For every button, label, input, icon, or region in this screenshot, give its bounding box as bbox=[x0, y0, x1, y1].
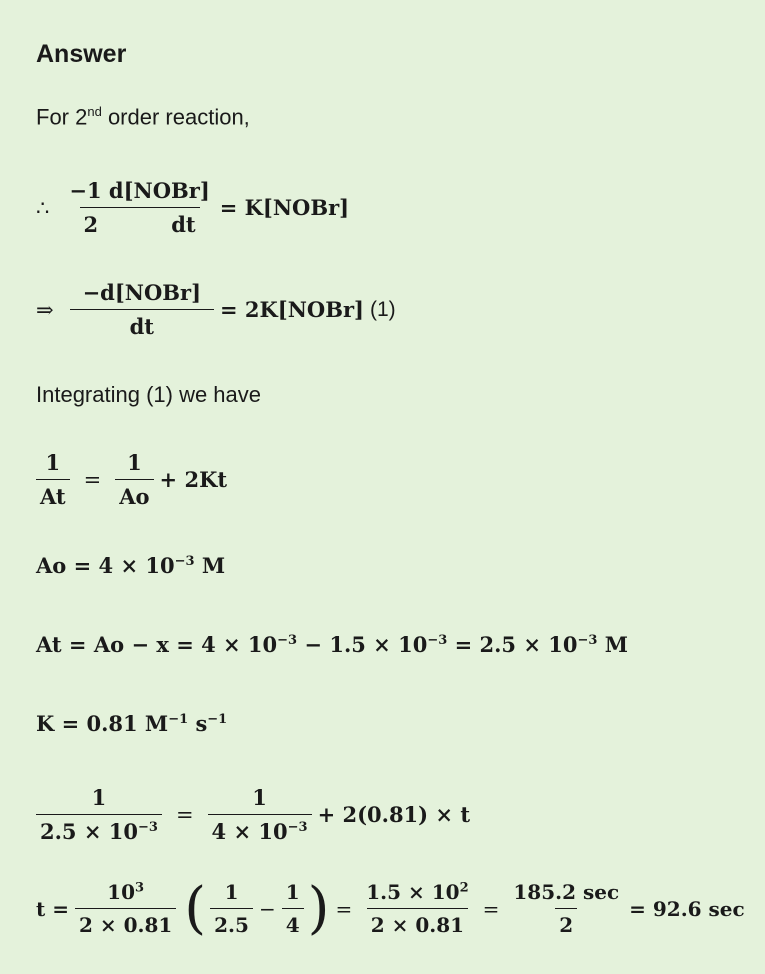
rate-denominator: 2 dt bbox=[80, 207, 200, 237]
f1-numerator bbox=[103, 880, 148, 908]
lhs-numerator: 1 bbox=[45, 450, 61, 475]
f4-fraction bbox=[362, 880, 472, 937]
sub-rhs-fraction bbox=[208, 785, 312, 844]
intro-suffix: order reaction, bbox=[101, 104, 250, 130]
rhs-denominator: Ao bbox=[115, 479, 153, 509]
sub-equals: = bbox=[175, 802, 194, 827]
left-paren: ( bbox=[184, 875, 207, 941]
f4-num-base: 1.5 × 10 bbox=[366, 880, 460, 904]
time-solution bbox=[36, 875, 745, 941]
k-value: K = 0.81 M bbox=[36, 711, 169, 736]
f2-denominator: 2.5 bbox=[210, 908, 253, 937]
ao-exponent: −3 bbox=[174, 554, 195, 569]
rhs-fraction bbox=[115, 450, 153, 509]
rate2-denominator: dt bbox=[70, 309, 214, 339]
f4-numerator bbox=[362, 880, 472, 908]
rate-rhs: = K[NOBr] bbox=[219, 195, 350, 220]
sub-lhs-denominator bbox=[36, 814, 162, 844]
rate-equation-2 bbox=[36, 280, 396, 339]
k-exp-2: −1 bbox=[207, 712, 228, 727]
lhs-fraction bbox=[36, 450, 70, 509]
sub-rhs-denominator bbox=[208, 814, 312, 844]
integrating-line: Integrating (1) we have bbox=[36, 382, 262, 407]
rate-numerator: −1 d[NOBr] bbox=[69, 178, 210, 203]
equation-tag: (1) bbox=[369, 297, 396, 321]
intro-sup: nd bbox=[87, 104, 102, 119]
rate-constant bbox=[36, 711, 227, 736]
rhs-numerator: 1 bbox=[127, 450, 142, 475]
final-result: = 92.6 sec bbox=[629, 896, 745, 921]
at-exp-2: −3 bbox=[427, 633, 448, 648]
rate2-fraction bbox=[70, 280, 214, 339]
at-part-b: − 1.5 × 10 bbox=[297, 632, 428, 657]
rate-equation bbox=[36, 178, 349, 237]
at-part-c: = 2.5 × 10 bbox=[447, 632, 578, 657]
f4-num-exp: 2 bbox=[459, 880, 469, 896]
initial-concentration bbox=[36, 553, 225, 578]
f5-denominator: 2 bbox=[555, 908, 577, 937]
equals-1: = bbox=[335, 896, 353, 921]
sub-lhs-den-base: 2.5 × 10 bbox=[40, 819, 138, 844]
minus-sign: − bbox=[258, 896, 276, 921]
at-part-a: At = Ao − x = 4 × 10 bbox=[36, 632, 278, 657]
at-unit: M bbox=[597, 632, 628, 657]
intro-prefix: For 2 bbox=[36, 104, 88, 130]
sub-lhs-fraction bbox=[36, 785, 162, 844]
sub-lhs-den-exp: −3 bbox=[137, 820, 158, 835]
equals-2: = bbox=[482, 896, 500, 921]
sub-lhs-numerator: 1 bbox=[91, 785, 107, 810]
sub-rhs-den-base: 4 × 10 bbox=[211, 819, 288, 844]
t-lhs: t = bbox=[36, 896, 69, 921]
f2-numerator: 1 bbox=[224, 880, 239, 904]
f1-num-exp: 3 bbox=[135, 880, 145, 896]
sub-rhs-den-exp: −3 bbox=[287, 820, 308, 835]
f1-num-base: 10 bbox=[107, 880, 136, 904]
rate2-rhs: = 2K[NOBr] bbox=[220, 297, 364, 322]
final-concentration bbox=[36, 632, 628, 657]
right-paren: ) bbox=[307, 875, 330, 941]
at-exp-1: −3 bbox=[277, 633, 298, 648]
sub-rhs-numerator: 1 bbox=[252, 785, 267, 810]
ao-value: Ao = 4 × 10 bbox=[36, 553, 175, 578]
f5-fraction bbox=[509, 880, 623, 937]
sub-tail: + 2(0.81) × t bbox=[317, 802, 471, 827]
intro-line bbox=[36, 104, 250, 130]
at-exp-3: −3 bbox=[577, 633, 598, 648]
f3-denominator: 4 bbox=[282, 908, 304, 937]
f1-denominator: 2 × 0.81 bbox=[75, 908, 176, 937]
k-unit-s: s bbox=[188, 711, 208, 736]
f5-numerator: 185.2 sec bbox=[513, 880, 620, 904]
lhs-denominator: At bbox=[36, 479, 70, 509]
integrated-law bbox=[36, 450, 227, 509]
ao-unit: M bbox=[194, 553, 226, 578]
f4-denominator: 2 × 0.81 bbox=[367, 908, 468, 937]
rate2-numerator: −d[NOBr] bbox=[82, 280, 202, 305]
equals-sign: = bbox=[83, 467, 102, 492]
implies-symbol: ⇒ bbox=[36, 297, 54, 322]
integrated-tail: + 2Kt bbox=[159, 467, 228, 492]
f2-fraction bbox=[210, 880, 253, 937]
answer-heading: Answer bbox=[36, 40, 127, 68]
substituted-law bbox=[36, 785, 470, 844]
therefore-symbol: ∴ bbox=[36, 195, 50, 220]
f1-fraction bbox=[75, 880, 176, 937]
k-exp-1: −1 bbox=[168, 712, 189, 727]
f3-numerator: 1 bbox=[285, 880, 300, 904]
f3-fraction bbox=[282, 880, 304, 937]
rate-fraction bbox=[65, 178, 213, 237]
